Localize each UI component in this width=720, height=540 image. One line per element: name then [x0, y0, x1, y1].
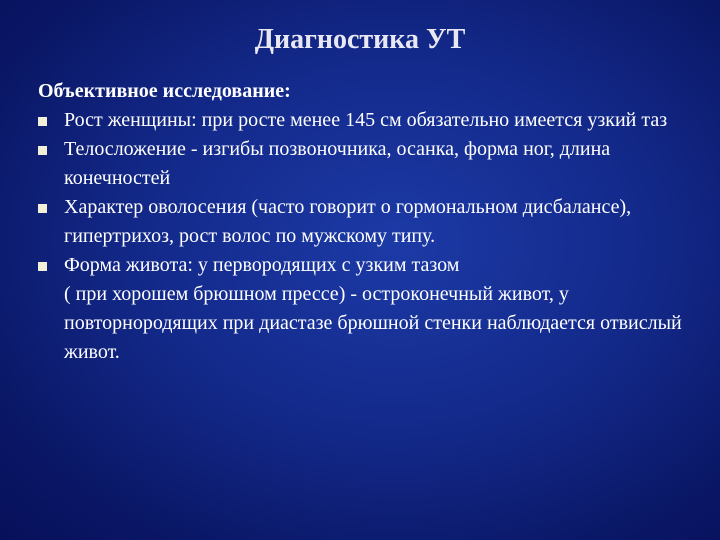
bullet-continuation-text: ( при хорошем брюшном прессе) - остроконечный живот, у повторнородящих при диастазе брюшной стенки наблюдается отвислый живот. [64, 283, 682, 363]
section-heading: Объективное исследование: [38, 80, 291, 102]
bullet-list [38, 106, 708, 367]
square-bullet-icon [38, 262, 47, 271]
bullet-text: Телосложение - изгибы позвоночника, осанка, форма ног, длина конечностей [64, 138, 611, 189]
bullet-item-height [38, 106, 708, 135]
slide-title: Диагностика УТ [254, 24, 466, 55]
square-bullet-icon [38, 117, 47, 126]
bullet-item-physique [38, 135, 708, 193]
bullet-text: Характер оволосения (часто говорит о гормональном дисбалансе), гипертрихоз, рост волос по мужскому типу. [64, 196, 632, 247]
square-bullet-icon [38, 204, 47, 213]
bullet-item-hair [38, 193, 708, 251]
bullet-item-abdomen [38, 251, 708, 367]
bullet-text: Форма живота: у первородящих с узким тазом [64, 254, 460, 276]
bullet-text: Рост женщины: при росте менее 145 см обязательно имеется узкий таз [64, 109, 668, 131]
square-bullet-icon [38, 146, 47, 155]
slide-content [38, 77, 708, 367]
